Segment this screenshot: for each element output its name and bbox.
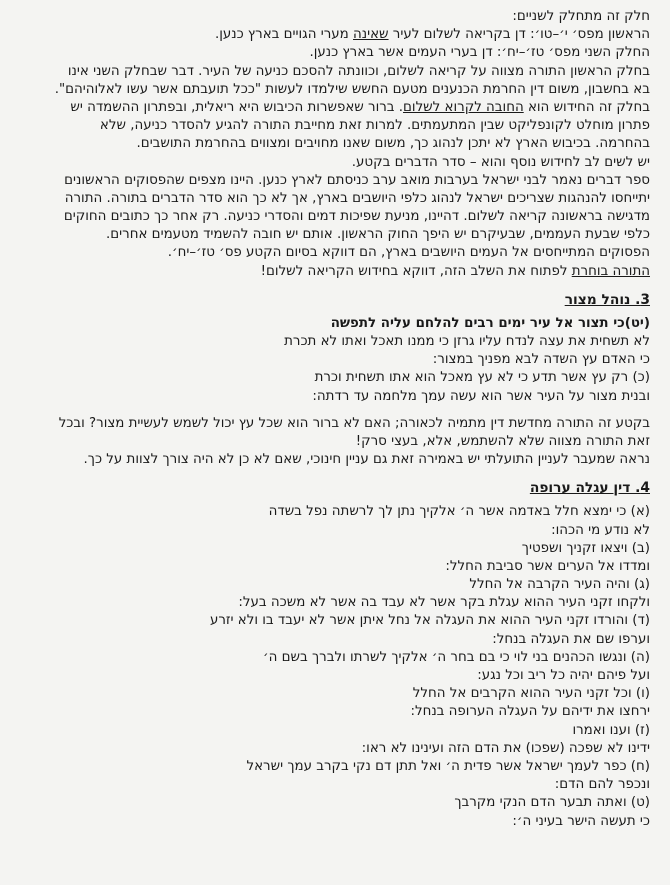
section-4 (14, 478, 650, 830)
verse-line: (ג) והיה העיר הקרבה אל החלל (469, 577, 650, 593)
commentary-line: זאת התורה מצווה שלא להשתמש, אלא, בעצי סרק! (355, 433, 650, 449)
intro-line-14: הפסוקים המתייחסים אל העמים היושבים בארץ, הם דווקא בסיום הקטע פס׳ טז׳–יח׳. (167, 245, 650, 261)
verse-line: (ט) ואתה תבער הדם הנקי מקרבך (454, 795, 650, 811)
verse-line: וערפו שם את העגלה בנחל: (492, 631, 650, 647)
section-4-heading: 4. דין עגלה ערופה (529, 480, 650, 497)
verse-line: לא נודע מי הכהו: (551, 522, 650, 538)
intro-line-10: ספר דברים נאמר לבני ישראל בערבות מואב ערב כניסתם לארץ כנען. היינו מצפים שהפסוקים הראשונים (64, 172, 650, 188)
verse-line: (ב) ויצאו זקניך ושפטיך (521, 540, 650, 556)
verse-line: (ה) ונגשו הכהנים בני לוי כי בם בחר ה׳ אלקיך לשרתו ולברך בשם ה׳ (263, 649, 650, 665)
verse-line: (ד) והורדו זקני העיר ההוא את העגלה אל נחל איתן אשר לא יעבד בו ולא יזרע (209, 613, 650, 629)
verse-line: (יט)כי תצור אל עיר ימים רבים להלחם עליה לתפשה (330, 315, 650, 331)
intro-line-9: יש לשים לב לחידוש נוסף והוא – סדר הדברים בקטע. (351, 154, 650, 170)
verse-line: (כ) רק עץ אשר תדע כי לא עץ מאכל הוא אתו תשחית וכרת (314, 370, 650, 386)
verse-line: ונכפר להם הדם: (554, 777, 650, 793)
intro-line-11: יתייחסו להנהגות שצריכים ישראל לנהוג כלפי היושבים בארץ, אך לא כך הוא סדר הדברים בתורה. התורה (64, 190, 650, 206)
intro-line-4: בחלק הראשון התורה מצווה על קריאה לשלום, וכוונתה להסכם כניעה של העיר. דבר שבחלק השני אינו (67, 63, 650, 79)
intro-section (14, 8, 650, 281)
intro-line-2: הראשון מפס׳ י׳–טו׳: דן בקריאה לשלום לעיר שאינה מערי הגויים בארץ כנען. (214, 27, 650, 43)
intro-line-5: בא בחשבון, משום דין החרמת הכנענים מטעם החשש שילמדו לעשות "ככל תועבתם אשר עשו לאלוהיהם". (54, 81, 650, 97)
intro-line-3: החלק השני מפס׳ טז׳–יח׳: דן בערי העמים אשר בארץ כנען. (309, 45, 650, 61)
verse-line: ולקחו זקני העיר ההוא עגלת בקר אשר לא עבד בה אשר לא משכה בעל: (238, 595, 650, 611)
intro-line-7: פתרון מוחלט לקונפליקט שבין המתעמתים. למרות זאת מחייבת התורה להגיע להסדר כניעה, שלא (99, 118, 650, 134)
commentary-line: בקטע זה התורה מחדשת דין מתמיה לכאורה; האם לא ברור הוא שכל עץ יכול לשמש לעשיית מצור? ובכל (58, 415, 650, 431)
verse-line: ומדדו אל הערים אשר סביבת החלל: (445, 558, 650, 574)
intro-line-8: בהחרמה. בכיבוש הארץ לא יתכן לנהוג כך, משום שאנו מחויבים ומצווים בהחרמת התושבים. (136, 136, 650, 152)
intro-line-6: בחלק זה החידוש הוא החובה לקרוא לשלום. ברור שאפשרות הכיבוש היא ריאלית, ובפתרון ההשמדה יש (70, 99, 650, 115)
verse-line: כי האדם עץ השדה לבא מפניך במצור: (432, 352, 650, 368)
intro-line-13: כלפי שבעת העממים, שבעיקרם יש היפך החוק הראשון. אותם יש חובה להשמיד מטעמים אחרים. (106, 227, 650, 243)
section-3 (14, 290, 650, 470)
verse-line: (ו) וכל זקני העיר ההוא הקרבים אל החלל (412, 686, 650, 702)
verse-line: כי תעשה הישר בעיני ה׳: (512, 813, 650, 829)
intro-line-1: חלק זה מתחלק לשניים: (512, 9, 650, 24)
intro-line-12: מדגישה בראשונה קריאה לשלום. דהיינו, מניעת שפיכות דמים והסדרי כניעה. רק אחר כך כתובים החוקים (63, 209, 650, 225)
commentary-line: נראה שמעבר לעניין התועלתי יש באמירה זאת גם עניין חינוכי, שאם לא כן לא היה צורך לצוות על כך. (83, 452, 650, 468)
verse-line: ובנית מצור על העיר אשר הוא עשה עמך מלחמה עד רדתה: (312, 388, 650, 404)
verse-line: (א) כי ימצא חלל באדמה אשר ה׳ אלקיך נתן לך לרשתה נפל בשדה (268, 504, 650, 520)
verse-line: לא תשחית את עצה לנדח עליו גרזן כי ממנו תאכל ואתו לא תכרת (284, 334, 650, 349)
verse-line: (ח) כפר לעמך ישראל אשר פדית ה׳ ואל תתן דם נקי בקרב עמך ישראל (246, 758, 650, 774)
verse-line: ידינו לא שפכה (שפכו) את הדם הזה ועינינו לא ראו: (361, 740, 650, 756)
verse-line: ירחצו את ידיהם על העגלה הערופה בנחל: (410, 704, 650, 720)
section-3-heading: 3. נוהל מצור (564, 291, 650, 308)
intro-line-15: התורה בוחרת לפתוח את השלב הזה, דווקא בחידוש הקריאה לשלום! (260, 263, 650, 279)
verse-line: ועל פיהם יהיה כל ריב וכל נגע: (477, 668, 650, 683)
verse-line: (ז) וענו ואמרו (572, 722, 650, 738)
